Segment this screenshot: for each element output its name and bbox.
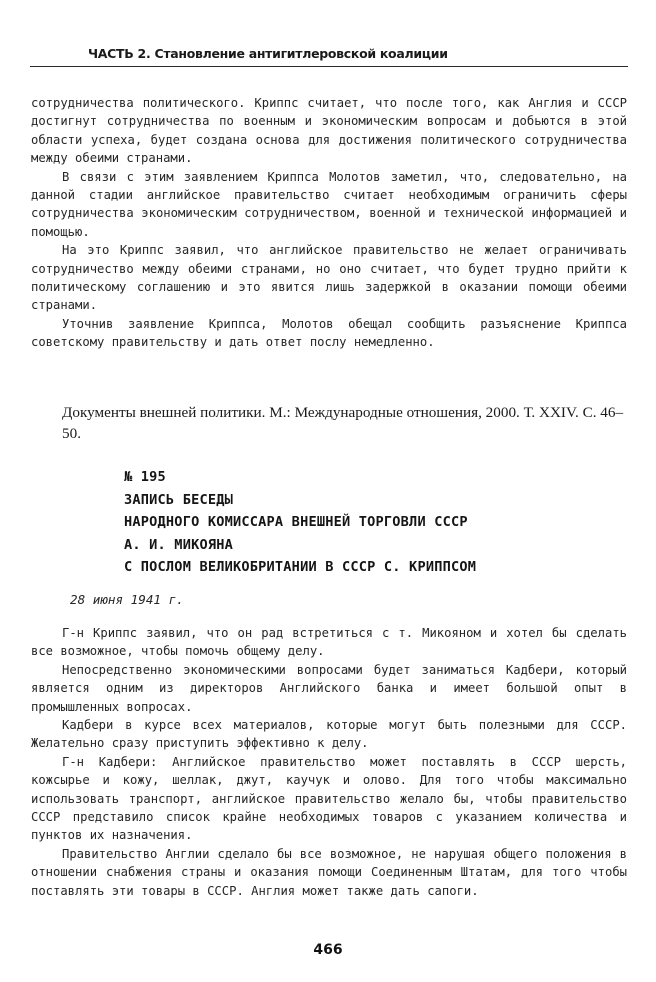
paragraph: Правительство Англии сделало бы все возможное, не нарушая общего положения в отношении снабжения страны и оказания помощи Соединенным Штатам, для того чтобы поставлять эти товары в СССР. Англия может также дать сапоги. <box>31 846 627 898</box>
document-title-line: С ПОСЛОМ ВЕЛИКОБРИТАНИИ В СССР С. КРИППСОМ <box>124 559 477 575</box>
document-title-line: ЗАПИСЬ БЕСЕДЫ <box>124 491 233 508</box>
previous-document-text <box>31 94 627 352</box>
paragraph: Уточнив заявление Криппса, Молотов обещал сообщить разъяснение Криппса советскому правительству и дать ответ послу немедленно. <box>31 316 627 350</box>
page-number: 466 <box>313 942 343 958</box>
paragraph: На это Криппс заявил, что английское правительство не желает ограничивать сотрудничество между обеими странами, но оно считает, что будет трудно прийти к политическому соглашению и это явится лишь задержкой в оказании помощи обеими странами. <box>31 243 627 313</box>
document-number: № 195 <box>124 469 166 485</box>
document-date: 28 июня 1941 г. <box>70 592 184 607</box>
paragraph: Г-н Криппс заявил, что он рад встретиться с т. Микояном и хотел бы сделать все возможное, чтобы помочь общему делу. <box>31 626 627 659</box>
running-head: ЧАСТЬ 2. Становление антигитлеровской коалиции <box>88 46 448 61</box>
paragraph: Г-н Кадбери: Английское правительство может поставлять в СССР шерсть, кожсырье и кожу, шеллак, джут, каучук и олово. Для того чтобы максимально использовать транспорт, английское правительство желало бы, чтобы правительство СССР представило список крайне необходимых товаров с указанием количества и пунктов их назначения. <box>31 754 627 843</box>
running-head-rule <box>30 66 628 67</box>
document-title-line: А. И. МИКОЯНА <box>124 536 233 553</box>
paragraph: Непосредственно экономическими вопросами будет заниматься Кадбери, который является одним из директоров Английского банка и имеет большой опыт в промышленных вопросах. <box>31 662 627 714</box>
document-body <box>31 624 627 900</box>
document-heading <box>124 466 604 579</box>
document-title-line: НАРОДНОГО КОМИССАРА ВНЕШНЕЙ ТОРГОВЛИ СССР <box>124 514 468 530</box>
paragraph: Кадбери в курсе всех материалов, которые могут быть полезными для СССР. Желательно сразу приступить эффективно к делу. <box>31 718 627 751</box>
source-citation: Документы внешней политики. М.: Международные отношения, 2000. Т. XXIV. С. 46–50. <box>62 404 624 442</box>
paragraph: В связи с этим заявлением Криппса Молотов заметил, что, следовательно, на данной стадии английское правительство считает необходимым ограничить сферы сотрудничества экономическим сотрудничеством, военной и технической информацией и помощью. <box>31 169 627 239</box>
paragraph-continuation: сотрудничества политического. Криппс считает, что после того, как Англия и СССР достигнут сотрудничества по военным и экономическим вопросам и добьются в этой области успеха, будет создана основа для достижения политического сотрудничества между обеими странами. <box>31 96 627 166</box>
